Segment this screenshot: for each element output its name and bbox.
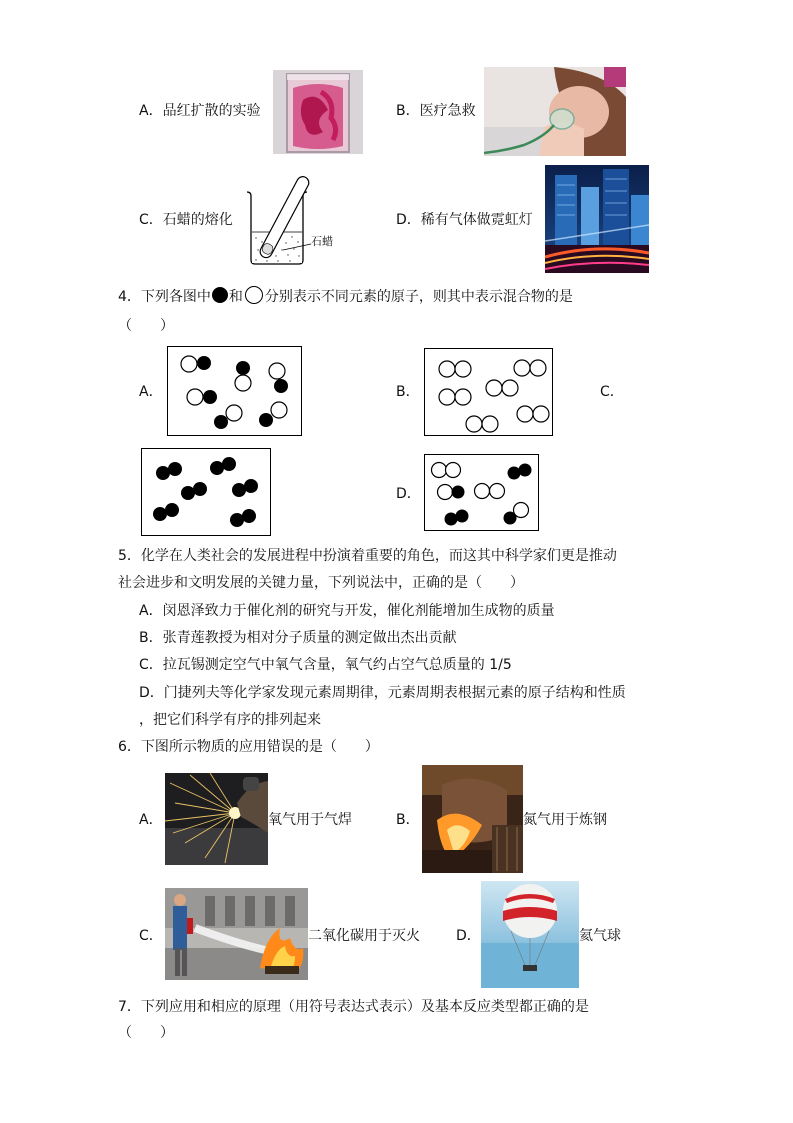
white-atom-symbol [245, 286, 263, 304]
q5-stem-line2: 社会进步和文明发展的关键力量，下列说法中，正确的是（ ） [118, 575, 524, 591]
q5-option-b: B．张青莲教授为相对分子质量的测定做出杰出贡献 [139, 630, 457, 646]
q7-stem: 7．下列应用和相应的原理（用符号表达式表示）及基本反应类型都正确的是 [118, 999, 589, 1015]
q4-label-d: D． [396, 486, 421, 502]
q4-label-b: B． [396, 384, 420, 400]
q6-option-a-text: 氧气用于气焊 [268, 812, 352, 828]
q4-diagram-c [141, 448, 271, 536]
paraffin-beaker-diagram [243, 172, 343, 267]
option-text: 品红扩散的实验 [162, 103, 261, 119]
option-letter: D． [396, 212, 421, 228]
oxygen-mask-image [484, 67, 626, 156]
option-letter: B． [396, 103, 420, 119]
q6-option-b-text: 氮气用于炼钢 [523, 812, 607, 828]
paraffin-label: 石蜡 [311, 235, 333, 248]
q3-option-b [396, 101, 476, 121]
q6-option-d-text: 氦气球 [579, 928, 621, 944]
q5-option-a: A．闵恩泽致力于催化剂的研究与开发，催化剂能增加生成物的质量 [139, 603, 555, 619]
welding-image [165, 773, 268, 865]
q3-option-a [139, 101, 261, 121]
q4-label-c: C． [600, 384, 624, 400]
q5-stem-line1: 5．化学在人类社会的发展进程中扮演着重要的角色，而这其中科学家们更是推动 [118, 548, 617, 564]
q4-stem-after: 分别表示不同元素的原子，则其中表示混合物的是 [264, 289, 573, 305]
black-atom-symbol [212, 287, 228, 303]
q3-option-d [396, 210, 533, 230]
option-text: 稀有气体做霓虹灯 [420, 212, 533, 228]
q6-option-c-letter: C． [139, 928, 163, 944]
q4-paren: （ ） [118, 318, 174, 334]
q4-label-a: A． [139, 384, 163, 400]
pinkdiffusion-image [273, 70, 363, 154]
neon-city-image [545, 165, 649, 273]
q6-option-a-letter: A． [139, 812, 163, 828]
option-letter: C． [139, 212, 163, 228]
q5-option-d-cont: ，把它们科学有序的排列起来 [139, 712, 321, 728]
q6-option-c-text: 二氧化碳用于灭火 [308, 928, 420, 944]
q4-stem-and: 和 [228, 289, 243, 305]
q7-paren: （ ） [118, 1025, 174, 1041]
q4-stem-before: 4．下列各图中 [118, 289, 211, 305]
steelmaking-image [422, 765, 523, 873]
q4-diagram-d [424, 454, 539, 531]
q5-option-c: C．拉瓦锡测定空气中氧气含量，氧气约占空气总质量的 1/5 [139, 657, 512, 673]
q4-diagram-a [167, 346, 302, 436]
q4-stem [118, 286, 573, 307]
q6-stem: 6．下图所示物质的应用错误的是（ ） [118, 739, 379, 755]
q3-option-c [139, 210, 233, 230]
helium-balloon-image [481, 881, 579, 988]
q5-option-d: D．门捷列夫等化学家发现元素周期律，元素周期表根据元素的原子结构和性质 [139, 685, 626, 701]
q4-diagram-b [424, 348, 553, 436]
q6-option-b-letter: B． [396, 812, 420, 828]
option-letter: A． [139, 103, 163, 119]
option-text: 石蜡的熔化 [162, 212, 233, 228]
q6-option-d-letter: D． [456, 928, 481, 944]
option-text: 医疗急救 [419, 103, 476, 119]
fire-extinguishing-image [165, 888, 308, 980]
